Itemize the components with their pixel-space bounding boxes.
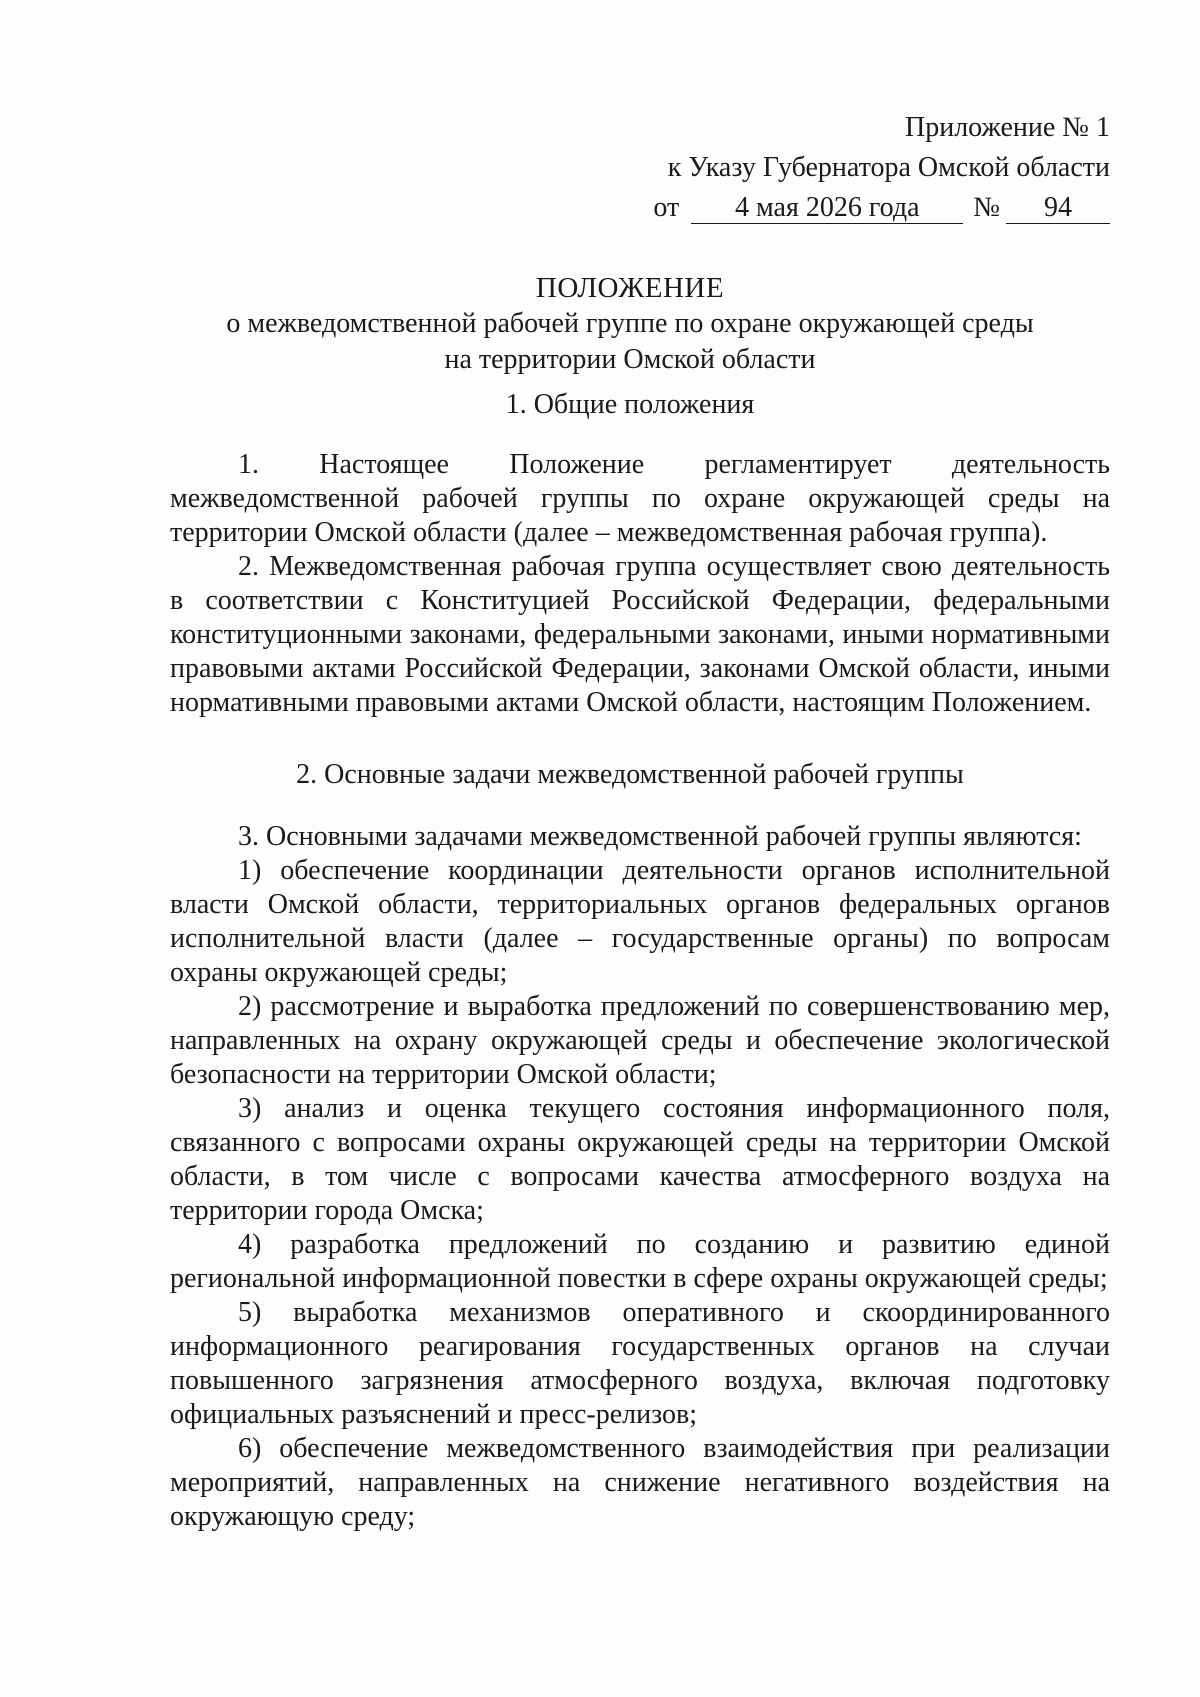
section-1-heading: 1. Общие положения xyxy=(505,389,755,420)
task-item-5: 5) выработка механизмов оперативного и скоординированного информационного реагирования государственных органов на случаи повышенного загрязнения атмосферного воздуха, включая подготовку официальных разъяснений и пресс-релизов; xyxy=(170,1297,1110,1430)
section-2-body xyxy=(170,820,1110,1534)
paragraph-1: 1. Настоящее Положение регламентирует деятельность межведомственной рабочей группы по охране окружающей среды на территории Омской области (далее – межведомственная рабочая группа). xyxy=(170,449,1110,548)
task-item-4: 4) разработка предложений по созданию и развитию единой региональной информационной повестки в сфере охраны окружающей среды; xyxy=(170,1229,1110,1294)
decree-number: 94 xyxy=(1006,193,1110,224)
task-item-1: 1) обеспечение координации деятельности органов исполнительной власти Омской области, территориальных органов федеральных органов исполнительной власти (далее – государственные органы) по вопросам охраны окружающей среды; xyxy=(170,855,1110,988)
decree-date: 4 мая 2026 года xyxy=(691,193,963,224)
appendix-label: Приложение № 1 xyxy=(905,112,1110,143)
decree-reference: к Указу Губернатора Омской области xyxy=(667,152,1110,183)
from-label: от xyxy=(653,192,680,223)
section-2-heading: 2. Основные задачи межведомственной рабочей группы xyxy=(296,759,964,790)
paragraph-2: 2. Межведомственная рабочая группа осуществляет свою деятельность в соответствии с Конституцией Российской Федерации, федеральными конституционными законами, федеральными законами, иными нормативными правовыми актами Российской Федерации, законами Омской области, иными нормативными правовыми актами Омской области, настоящим Положением. xyxy=(170,551,1110,718)
section-1-body xyxy=(170,448,1110,720)
task-item-3: 3) анализ и оценка текущего состояния информационного поля, связанного с вопросами охраны окружающей среды на территории Омской области, в том числе с вопросами качества атмосферного воздуха на территории города Омска; xyxy=(170,1093,1110,1226)
paragraph-3: 3. Основными задачами межведомственной рабочей группы являются: xyxy=(238,821,1082,852)
title-main: ПОЛОЖЕНИЕ xyxy=(535,272,725,304)
task-item-2: 2) рассмотрение и выработка предложений по совершенствованию мер, направленных на охрану окружающей среды и обеспечение экологической безопасности на территории Омской области; xyxy=(170,991,1110,1090)
title-line-1: о межведомственной рабочей группе по охране окружающей среды xyxy=(226,308,1034,339)
document-title xyxy=(160,270,1100,378)
appendix-header xyxy=(653,108,1110,228)
number-sign: № xyxy=(973,192,1000,223)
task-item-6: 6) обеспечение межведомственного взаимодействия при реализации мероприятий, направленных на снижение негативного воздействия на окружающую среду; xyxy=(170,1433,1110,1532)
title-line-2: на территории Омской области xyxy=(444,344,816,375)
decree-date-number-line xyxy=(653,188,1110,228)
